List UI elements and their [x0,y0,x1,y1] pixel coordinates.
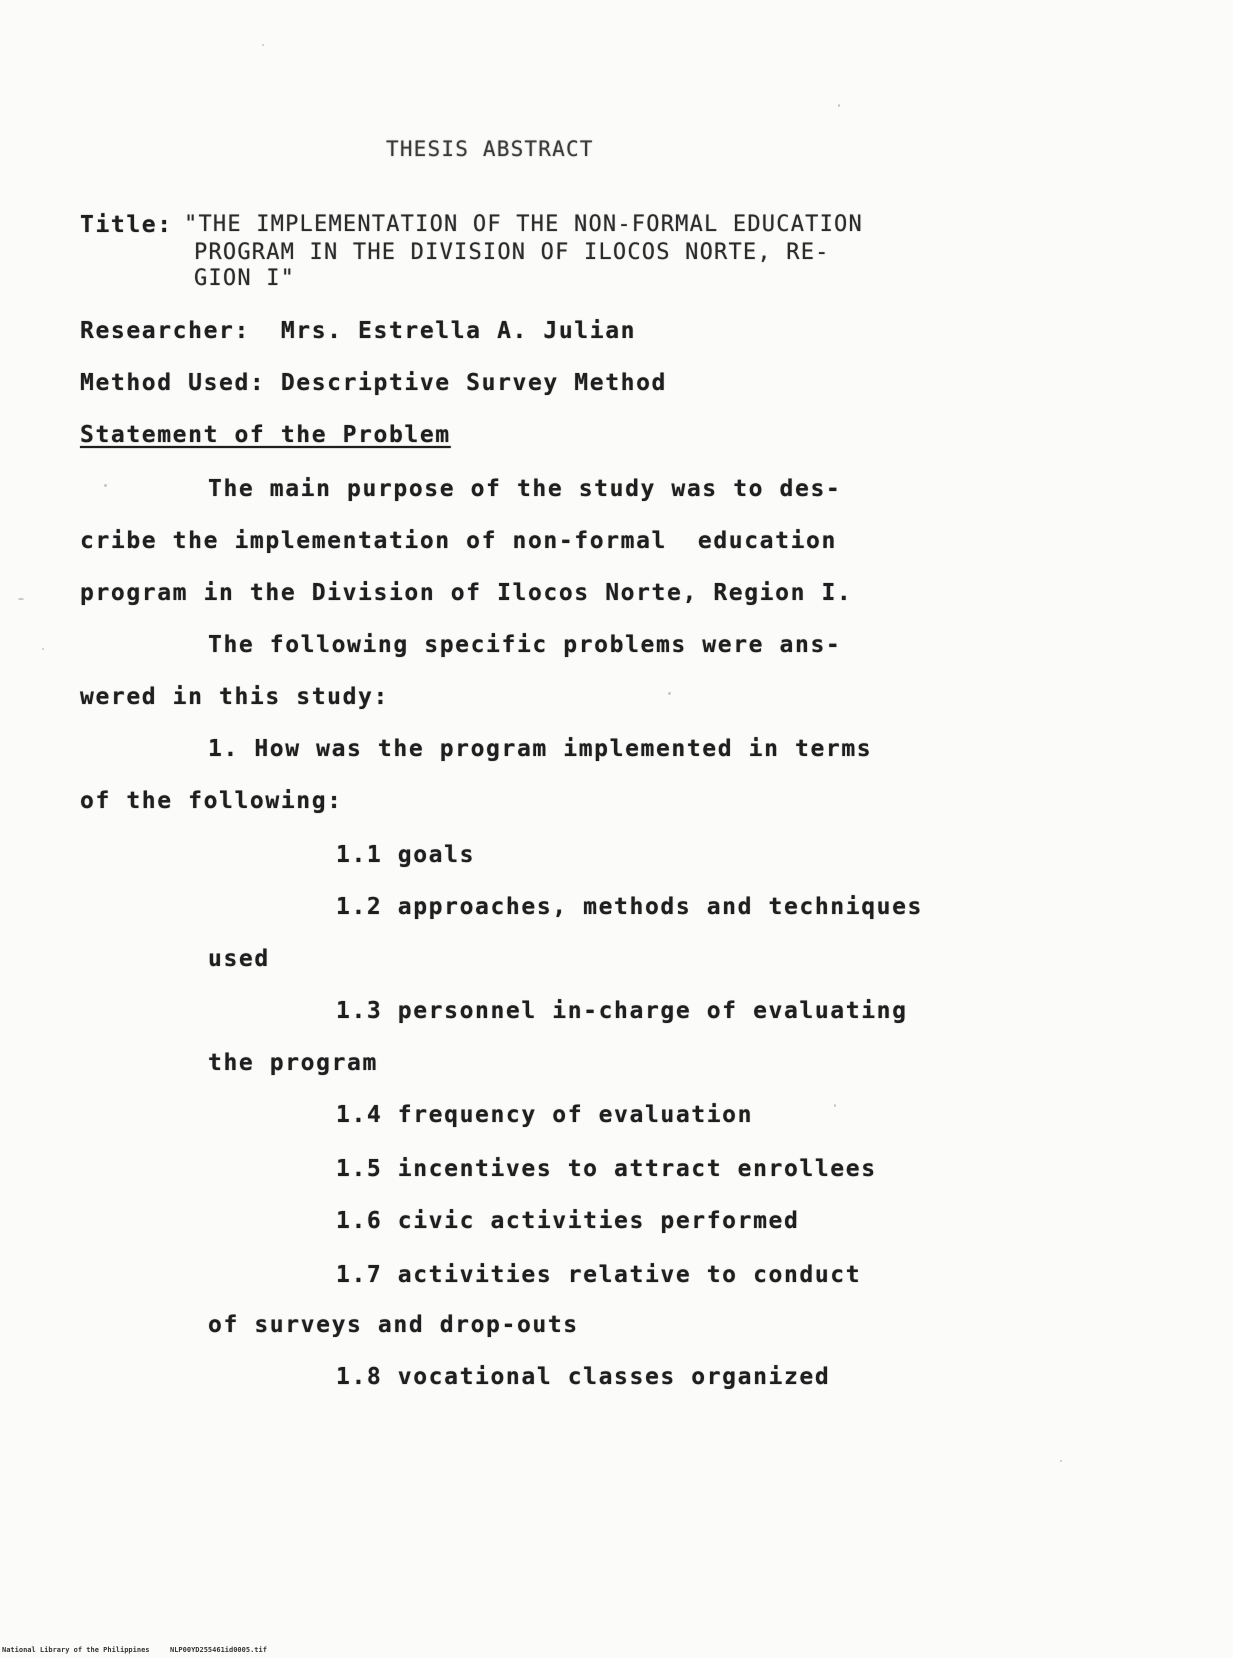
subitem-1-3-continuation: the program [208,1050,378,1076]
subitem-1-8: 1.8 vocational classes organized [336,1364,831,1390]
abstract-heading: THESIS ABSTRACT [386,137,594,161]
subitem-1-7: 1.7 activities relative to conduct [336,1262,862,1288]
subitem-1-7-continuation: of surveys and drop-outs [208,1312,579,1338]
subitem-1-1: 1.1 goals [336,842,476,868]
paragraph2-line-2: wered in this study: [80,684,389,710]
scan-speck [18,598,24,600]
footer-file-id: NLP00YD255461id0005.tif [170,1646,267,1654]
scan-speck [1060,1460,1062,1462]
scan-speck [42,648,44,650]
researcher-line: Researcher: Mrs. Estrella A. Julian [80,318,637,344]
paragraph2-line-1: The following specific problems were ans- [208,632,842,658]
title-line-2: PROGRAM IN THE DIVISION OF ILOCOS NORTE, RE- [194,240,830,265]
section-heading: Statement of the Problem [80,422,451,448]
subitem-1-2-continuation: used [208,946,270,972]
subitem-1-2: 1.2 approaches, methods and techniques [336,894,923,920]
scan-speck [838,104,840,107]
scan-speck [668,692,671,695]
method-line: Method Used: Descriptive Survey Method [80,370,667,396]
footer-library: National Library of the Philippines [2,1646,150,1654]
title-line-1: "THE IMPLEMENTATION OF THE NON-FORMAL EDUCATION [184,212,863,237]
subitem-1-5: 1.5 incentives to attract enrollees [336,1156,877,1182]
scan-speck [104,484,107,487]
subitem-1-3: 1.3 personnel in-charge of evaluating [336,998,908,1024]
title-label: Title: [80,212,173,238]
paragraph1-line-1: The main purpose of the study was to des- [208,476,842,502]
subitem-1-4: 1.4 frequency of evaluation [336,1102,754,1128]
paragraph1-line-2: cribe the implementation of non-formal education [80,528,837,554]
scan-speck [262,44,264,46]
subitem-1-6: 1.6 civic activities performed [336,1208,800,1234]
paragraph1-line-3: program in the Division of Ilocos Norte, Region I. [80,580,853,606]
scan-speck [834,1104,836,1107]
title-line-3: GION I" [194,266,296,291]
item1-line-2: of the following: [80,788,343,814]
item1-line-1: 1. How was the program implemented in terms [208,736,873,762]
